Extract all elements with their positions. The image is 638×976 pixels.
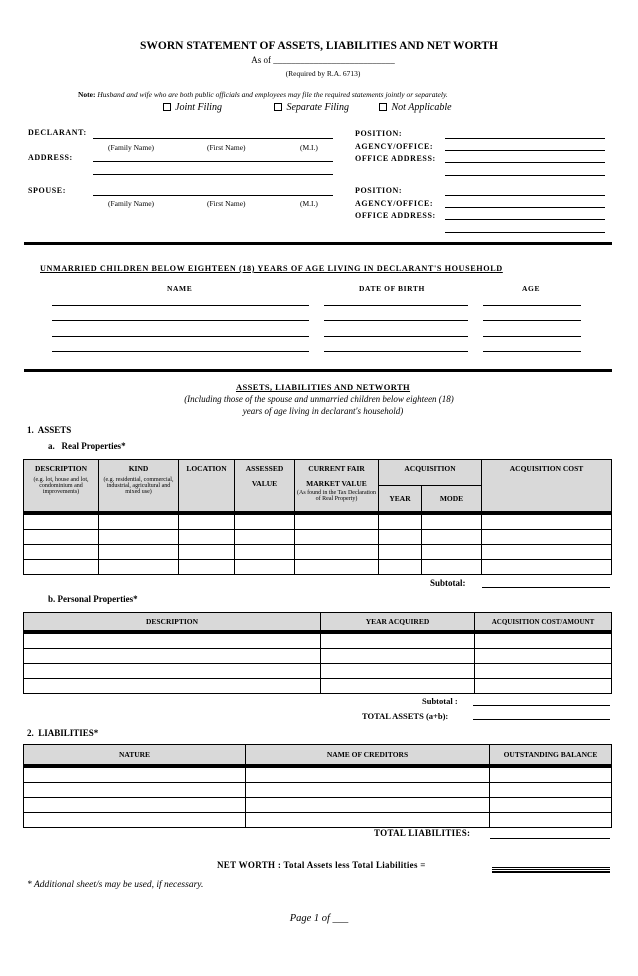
- personal-subtotal-field[interactable]: [473, 705, 610, 706]
- declarant-first-name-caption: (First Name): [207, 143, 246, 152]
- spouse-position-field[interactable]: [445, 195, 605, 196]
- real-subtotal-field[interactable]: [482, 587, 610, 588]
- real-assessed-header: ASSESSED VALUE: [235, 460, 295, 512]
- note-text: Husband and wife who are both public officials and employees may file the required statements jointly or separately.: [97, 90, 448, 99]
- total-assets-field[interactable]: [473, 719, 610, 720]
- child-name-field[interactable]: [52, 320, 309, 321]
- children-age-header: AGE: [522, 284, 541, 293]
- table-row: [24, 679, 612, 694]
- net-worth-underline: [492, 871, 610, 873]
- table-row: [24, 798, 612, 813]
- real-year-header: YEAR: [379, 486, 422, 512]
- child-dob-field[interactable]: [324, 320, 468, 321]
- real-cfmv-header: CURRENT FAIR MARKET VALUE (As found in the Tax Declaration of Real Property): [295, 460, 379, 512]
- section-divider: [24, 369, 612, 372]
- child-age-field[interactable]: [483, 320, 581, 321]
- declarant-agency-label: AGENCY/OFFICE:: [355, 142, 434, 151]
- table-row: [24, 634, 612, 649]
- total-liabilities-field[interactable]: [490, 838, 610, 839]
- liabilities-heading: 2. LIABILITIES*: [27, 728, 99, 738]
- child-age-field[interactable]: [483, 305, 581, 306]
- declarant-office-address-label: OFFICE ADDRESS:: [355, 154, 436, 163]
- liabilities-table: [23, 744, 612, 828]
- total-assets-label: TOTAL ASSETS (a+b):: [362, 711, 449, 721]
- table-row: [24, 515, 612, 530]
- declarant-mi-caption: (M.I.): [300, 143, 318, 152]
- declarant-label: DECLARANT:: [28, 128, 87, 137]
- assets-heading: 1. ASSETS: [27, 425, 72, 435]
- child-name-field[interactable]: [52, 336, 309, 337]
- real-properties-table: [23, 459, 612, 575]
- spouse-agency-label: AGENCY/OFFICE:: [355, 199, 434, 208]
- declarant-address-label: ADDRESS:: [28, 153, 73, 162]
- separate-filing-checkbox[interactable]: Separate Filing: [274, 102, 349, 113]
- table-row: [24, 560, 612, 575]
- real-subtotal-label: Subtotal:: [430, 578, 466, 588]
- child-dob-field[interactable]: [324, 336, 468, 337]
- alnw-subtitle-2: years of age living in declarant's household): [242, 406, 404, 416]
- not-applicable-checkbox[interactable]: Not Applicable: [379, 102, 451, 113]
- children-name-header: NAME: [167, 284, 193, 293]
- alnw-subtitle-1: (Including those of the spouse and unmarried children below eighteen (18): [184, 394, 454, 404]
- children-dob-header: DATE OF BIRTH: [359, 284, 425, 293]
- declarant-address-field-2[interactable]: [93, 174, 333, 175]
- table-row: [24, 768, 612, 783]
- declarant-office-address-field[interactable]: [445, 162, 605, 163]
- child-name-field[interactable]: [52, 351, 309, 352]
- spouse-agency-field[interactable]: [445, 207, 605, 208]
- declarant-position-label: POSITION:: [355, 129, 403, 138]
- child-dob-field[interactable]: [324, 305, 468, 306]
- as-of-field[interactable]: As of ___________________________: [251, 55, 395, 65]
- net-worth-field[interactable]: [492, 867, 610, 870]
- liabilities-balance-header: OUTSTANDING BALANCE: [490, 745, 612, 765]
- liabilities-creditors-header: NAME OF CREDITORS: [246, 745, 490, 765]
- declarant-agency-field[interactable]: [445, 150, 605, 151]
- spouse-family-name-caption: (Family Name): [108, 199, 155, 208]
- liabilities-nature-header: NATURE: [24, 745, 246, 765]
- spouse-label: SPOUSE:: [28, 186, 66, 195]
- spouse-first-name-caption: (First Name): [207, 199, 246, 208]
- real-description-header: DESCRIPTION (e.g. lot, house and lot, condominium and improvements): [24, 460, 99, 512]
- personal-properties-table: [23, 612, 612, 694]
- table-row: [24, 813, 612, 828]
- spouse-office-address-field-2[interactable]: [445, 232, 605, 233]
- checkbox-icon: [163, 103, 171, 111]
- real-acquisition-header: ACQUISITION: [379, 460, 482, 486]
- table-row: [24, 530, 612, 545]
- spouse-position-label: POSITION:: [355, 186, 403, 195]
- total-liabilities-label: TOTAL LIABILITIES:: [374, 828, 471, 838]
- children-title: UNMARRIED CHILDREN BELOW EIGHTEEN (18) YEARS OF AGE LIVING IN DECLARANT'S HOUSEHOLD: [40, 264, 503, 273]
- spouse-mi-caption: (M.I.): [300, 199, 318, 208]
- table-row: [24, 545, 612, 560]
- section-divider: [24, 242, 612, 245]
- checkbox-icon: [379, 103, 387, 111]
- real-properties-heading: a. Real Properties*: [48, 441, 126, 451]
- declarant-family-name-caption: (Family Name): [108, 143, 155, 152]
- personal-cost-header: ACQUISITION COST/AMOUNT: [475, 613, 612, 631]
- real-kind-header: KIND (e.g. residential, commercial, industrial, agricultural and mixed use): [99, 460, 179, 512]
- personal-description-header: DESCRIPTION: [24, 613, 321, 631]
- personal-subtotal-label: Subtotal :: [422, 696, 458, 706]
- table-row: [24, 664, 612, 679]
- spouse-office-address-field[interactable]: [445, 219, 605, 220]
- spouse-office-address-label: OFFICE ADDRESS:: [355, 211, 436, 220]
- declarant-address-field[interactable]: [93, 161, 333, 162]
- declarant-name-field[interactable]: [93, 138, 333, 139]
- checkbox-icon: [274, 103, 282, 111]
- declarant-position-field[interactable]: [445, 138, 605, 139]
- child-name-field[interactable]: [52, 305, 309, 306]
- real-mode-header: MODE: [422, 486, 482, 512]
- real-location-header: LOCATION: [179, 460, 235, 512]
- table-row: [24, 649, 612, 664]
- footnote: * Additional sheet/s may be used, if necessary.: [27, 880, 204, 890]
- page-number: Page 1 of ___: [289, 913, 349, 924]
- spouse-name-field[interactable]: [93, 195, 333, 196]
- filing-options: [163, 102, 452, 113]
- child-age-field[interactable]: [483, 351, 581, 352]
- personal-year-header: YEAR ACQUIRED: [321, 613, 475, 631]
- table-row: [24, 783, 612, 798]
- net-worth-label: NET WORTH : Total Assets less Total Liabilities =: [217, 860, 426, 870]
- form-title: SWORN STATEMENT OF ASSETS, LIABILITIES AND NET WORTH: [140, 40, 498, 52]
- required-by: (Required by R.A. 6713): [285, 69, 361, 78]
- declarant-office-address-field-2[interactable]: [445, 175, 605, 176]
- note-label: Note:: [78, 90, 96, 99]
- child-dob-field[interactable]: [324, 351, 468, 352]
- child-age-field[interactable]: [483, 336, 581, 337]
- joint-filing-checkbox[interactable]: Joint Filing: [163, 102, 222, 113]
- real-acq-cost-header: ACQUISITION COST: [482, 460, 612, 512]
- alnw-title: ASSETS, LIABILITIES AND NETWORTH: [235, 382, 411, 392]
- personal-properties-heading: b. Personal Properties*: [48, 594, 138, 604]
- note: [78, 90, 448, 99]
